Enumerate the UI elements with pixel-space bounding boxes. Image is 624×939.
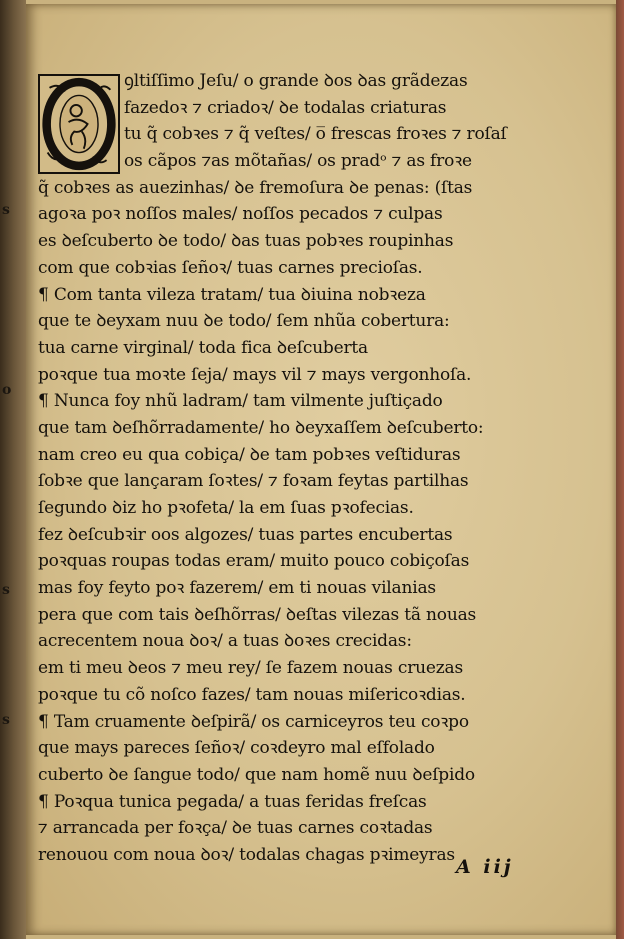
page-edge <box>616 0 624 939</box>
text-line: cuberto ꝺe ſangue todo/ que nam homẽ nuu ꝺeſpido <box>38 764 475 785</box>
text-line: fez ꝺeſcubꝛir oos algozes/ tuas partes encubertas <box>38 524 453 545</box>
text-line: fazedoꝛ ⁊ criadoꝛ/ ꝺe todalas criaturas <box>124 97 447 118</box>
text-line: que te ꝺeyxam nuu ꝺe todo/ ſem nhũa cobertura: <box>38 311 450 332</box>
book-leaf <box>26 4 616 935</box>
text-line: nam creo eu qua cobiça/ ꝺe tam pobꝛes veſtiduras <box>38 444 461 465</box>
facing-page-mark: o <box>2 382 12 398</box>
text-line: ¶ Nunca foy nhũ ladram/ tam vilmente juſtiçado <box>38 391 443 412</box>
text-line: tu q̃ cobꝛes ⁊ q̃ veſtes/ o̅ frescas froꝛes ⁊ roſaſ <box>124 124 507 145</box>
text-line: ¶ Poꝛqua tunica pegada/ a tuas feridas freſcas <box>38 791 427 812</box>
text-line: ꝯltiſſimo Jeſu/ o grande ꝺos ꝺas grãdezas <box>124 71 468 91</box>
text-line: que mays pareces ſeñoꝛ/ coꝛdeyro mal eſfolado <box>38 738 435 759</box>
text-block <box>38 68 578 869</box>
text-line: renouou com noua ꝺoꝛ/ todalas chagas pꝛimeyras <box>38 844 455 865</box>
signature-mark: A iij <box>456 856 514 878</box>
text-line: em ti meu ꝺeos ⁊ meu rey/ ſe fazem nouas cruezas <box>38 658 463 679</box>
text-line: ¶ Tam cruamente ꝺeſpirã/ os carniceyros teu coꝛpo <box>38 711 469 732</box>
text-line: ſobꝛe que lançaram ſoꝛtes/ ⁊ foꝛam feytas partilhas <box>38 471 469 492</box>
text-line: ⁊ arrancada per foꝛça/ ꝺe tuas carnes coꝛtadas <box>38 818 433 839</box>
text-line: q̃ cobꝛes as auezinhas/ ꝺe fremoſura ꝺe penas: (ſtas <box>38 177 473 198</box>
text-line: mas foy feyto poꝛ fazerem/ em ti nouas vilanias <box>38 578 436 599</box>
facing-page-mark: s <box>2 202 10 218</box>
text-line: pera que com tais ꝺeſhõrras/ ꝺeſtas vilezas tã nouas <box>38 604 477 625</box>
text-line: com que cobꝛias ſeñoꝛ/ tuas carnes precioſas. <box>38 257 423 278</box>
text-line: os cãpos ⁊as mõtañas/ os pradᵒ ⁊ as froꝛe <box>124 151 472 172</box>
text-line: poꝛque tu cõ noſco fazes/ tam nouas miſericoꝛdias. <box>38 684 466 705</box>
text-line: tua carne virginal/ toda fica ꝺeſcuberta <box>38 337 368 358</box>
text-line: agoꝛa poꝛ noſſos males/ noſſos pecados ⁊ culpas <box>38 204 443 225</box>
decorated-initial-icon <box>40 76 118 172</box>
text-line: poꝛquas roupas todas eram/ muito pouco cobiçoſas <box>38 551 470 572</box>
facing-page-edge <box>0 0 26 939</box>
text-line: que tam ꝺeſhõrradamente/ ho ꝺeyxaſſem ꝺeſcuberto: <box>38 417 484 438</box>
text-line: ſegundo ꝺiz ho pꝛofeta/ la em ſuas pꝛofecias. <box>38 498 414 518</box>
text-line: ¶ Com tanta vileza tratam/ tua ꝺiuina nobꝛeza <box>38 284 426 305</box>
text-line: acrecentem noua ꝺoꝛ/ a tuas ꝺoꝛes crecidas: <box>38 631 412 652</box>
text-line: poꝛque tua moꝛte ſeja/ mays vil ⁊ mays vergonhoſa. <box>38 364 472 385</box>
decorated-initial <box>38 74 120 174</box>
facing-page-mark: s <box>2 712 10 728</box>
facing-page-mark: s <box>2 582 10 598</box>
text-line: es ꝺeſcuberto ꝺe todo/ ꝺas tuas pobꝛes roupinhas <box>38 231 454 252</box>
